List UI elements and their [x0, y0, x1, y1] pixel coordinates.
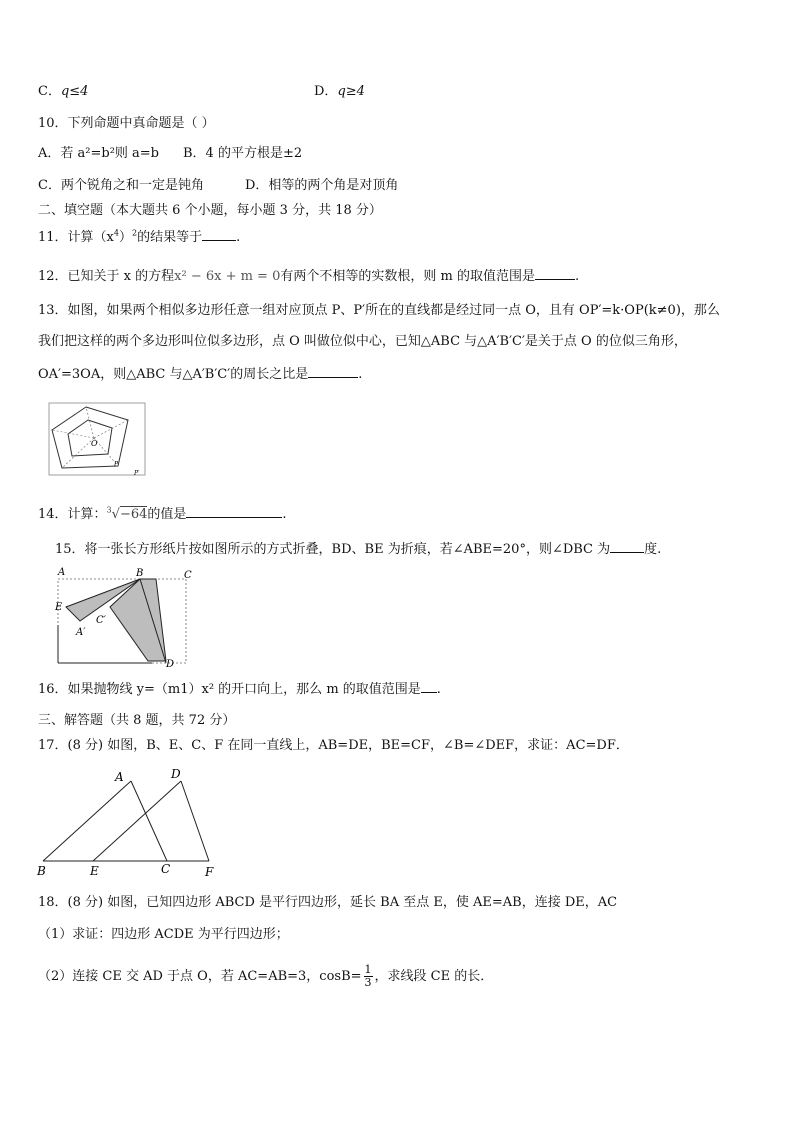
q16-end: . — [436, 682, 441, 697]
q15-label-c: C — [184, 570, 192, 581]
q16 — [38, 680, 441, 699]
q11-pre: 11．计算（x — [38, 230, 114, 245]
q17-label-a: A — [115, 770, 124, 784]
q15-label-d: D — [166, 659, 175, 669]
section-3-heading: 三、解答题（共 8 题，共 72 分） — [38, 713, 236, 728]
q13-answer-blank[interactable] — [308, 365, 358, 378]
q17-segment-ba — [43, 781, 131, 861]
q17-text: 17．(8 分) 如图，B、E、C、F 在同一直线上，AB=DE，BE=CF，∠B=∠DEF，求证：AC=DF． — [38, 738, 629, 753]
q18-part-2-post: ，求线段 CE 的长． — [374, 969, 494, 984]
q16-answer-blank[interactable] — [421, 680, 437, 693]
q13-line-2: 我们把这样的两个多边形叫位似多边形，点 O 叫做位似中心，已知△ABC 与△A′B′C′是关于点 O 的位似三角形， — [38, 334, 687, 349]
q13-label-p: P — [114, 461, 119, 468]
q13-ray-5 — [52, 430, 94, 438]
q11 — [38, 228, 240, 247]
q9-option-c — [38, 83, 88, 101]
q17-label-f: F — [205, 865, 214, 879]
q14-end: . — [282, 507, 287, 522]
q15-label-e: E — [55, 602, 63, 613]
q17-label-b: B — [37, 864, 46, 878]
q18-part-2 — [38, 962, 493, 992]
q13-label-o: O — [91, 439, 98, 448]
q17-figure — [35, 765, 225, 880]
q12-post: 有两个不相等的实数根，则 m 的取值范围是 — [280, 269, 535, 284]
q9-option-c-label: C． — [38, 84, 61, 99]
section-2-heading: 二、填空题（本大题共 6 个小题，每小题 3 分，共 18 分） — [38, 203, 382, 218]
q9-option-d — [314, 83, 365, 101]
q11-answer-blank[interactable] — [202, 228, 236, 241]
q10-stem: 10．下列命题中真命题是（ ） — [38, 116, 215, 131]
q14-post: 的值是 — [147, 507, 187, 522]
q18-text: 18．(8 分) 如图，已知四边形 ABCD 是平行四边形，延长 BA 至点 E，使 AE=AB，连接 DE，AC — [38, 895, 618, 910]
q13-label-p-prime: P′ — [134, 470, 140, 477]
q15-figure — [52, 563, 202, 669]
q13-end: . — [358, 367, 363, 382]
q13-inner-pentagon — [68, 420, 112, 456]
q15-answer-blank[interactable] — [610, 540, 644, 553]
q17-label-e: E — [90, 864, 99, 878]
q13-line-3-text: OA′=3OA，则△ABC 与△A′B′C′的周长之比是 — [38, 367, 309, 382]
q13-ray-1 — [86, 407, 94, 438]
q11-mid: ） — [118, 230, 132, 245]
q15-label-a: A — [58, 567, 66, 578]
q15-label-a-prime: A′ — [76, 627, 86, 638]
q15-unit: 度. — [644, 542, 662, 557]
q14-root-index: 3 — [106, 505, 112, 515]
q13-line-1: 13．如图，如果两个相似多边形任意一组对应顶点 P、P′所在的直线都是经过同一点 O，且有 OP′=k·OP(k≠0)，那么 — [38, 303, 720, 318]
q9-option-c-text: q≤4 — [60, 84, 89, 99]
q10-option-c: C．两个锐角之和一定是钝角 — [38, 178, 204, 193]
q13-figure — [48, 402, 148, 477]
q12-end: . — [574, 269, 580, 284]
q17-segment-df — [181, 781, 209, 861]
q15-text: 15．将一张长方形纸片按如图所示的方式折叠，BD、BE 为折痕，若∠ABE=20°，则∠DBC 为 — [55, 542, 611, 557]
q13-ray-4 — [62, 438, 94, 468]
q18-fraction — [364, 964, 373, 989]
q17-label-d: D — [171, 767, 181, 781]
q9-option-d-label: D． — [314, 84, 338, 99]
q14-cube-root: $^3$√−64 — [106, 505, 148, 522]
q12-equation: x² − 6x + m = 0 — [174, 269, 281, 284]
q17-segment-ed — [93, 781, 181, 861]
q14-radicand: −64 — [119, 507, 148, 522]
q12-answer-blank[interactable] — [535, 267, 575, 280]
q18-part-2-pre: （2）连接 CE 交 AD 于点 O，若 AC=AB=3，cosB= — [38, 969, 362, 984]
q18-fraction-numerator: 1 — [364, 963, 372, 976]
q11-exponent-2: 2 — [131, 228, 138, 238]
q13-line-3 — [38, 365, 362, 384]
q14-answer-blank[interactable] — [186, 505, 282, 518]
q9-option-d-text: q≥4 — [337, 84, 365, 99]
q10-option-a: A．若 a²=b²则 a=b — [38, 146, 160, 161]
q11-end: . — [236, 230, 241, 245]
q12 — [38, 267, 579, 286]
q15-label-b: B — [136, 568, 144, 579]
q16-text: 16．如果抛物线 y=（m1）x² 的开口向上，那么 m 的取值范围是 — [38, 682, 421, 697]
q14-pre: 14．计算： — [38, 507, 107, 522]
q12-pre: 12．已知关于 x 的方程 — [38, 269, 175, 284]
q18-part-1: （1）求证：四边形 ACDE 为平行四边形； — [38, 927, 289, 942]
q14 — [38, 505, 287, 524]
q15 — [55, 540, 661, 559]
q11-post: 的结果等于 — [137, 230, 203, 245]
q11-exponent: 4 — [113, 228, 119, 238]
q10-option-d: D．相等的两个角是对顶角 — [245, 178, 399, 193]
q18-fraction-denominator: 3 — [364, 976, 372, 989]
q15-label-c-prime: C′ — [96, 615, 106, 626]
q10-option-b: B．4 的平方根是±2 — [183, 146, 303, 161]
q17-label-c: C — [161, 862, 171, 876]
